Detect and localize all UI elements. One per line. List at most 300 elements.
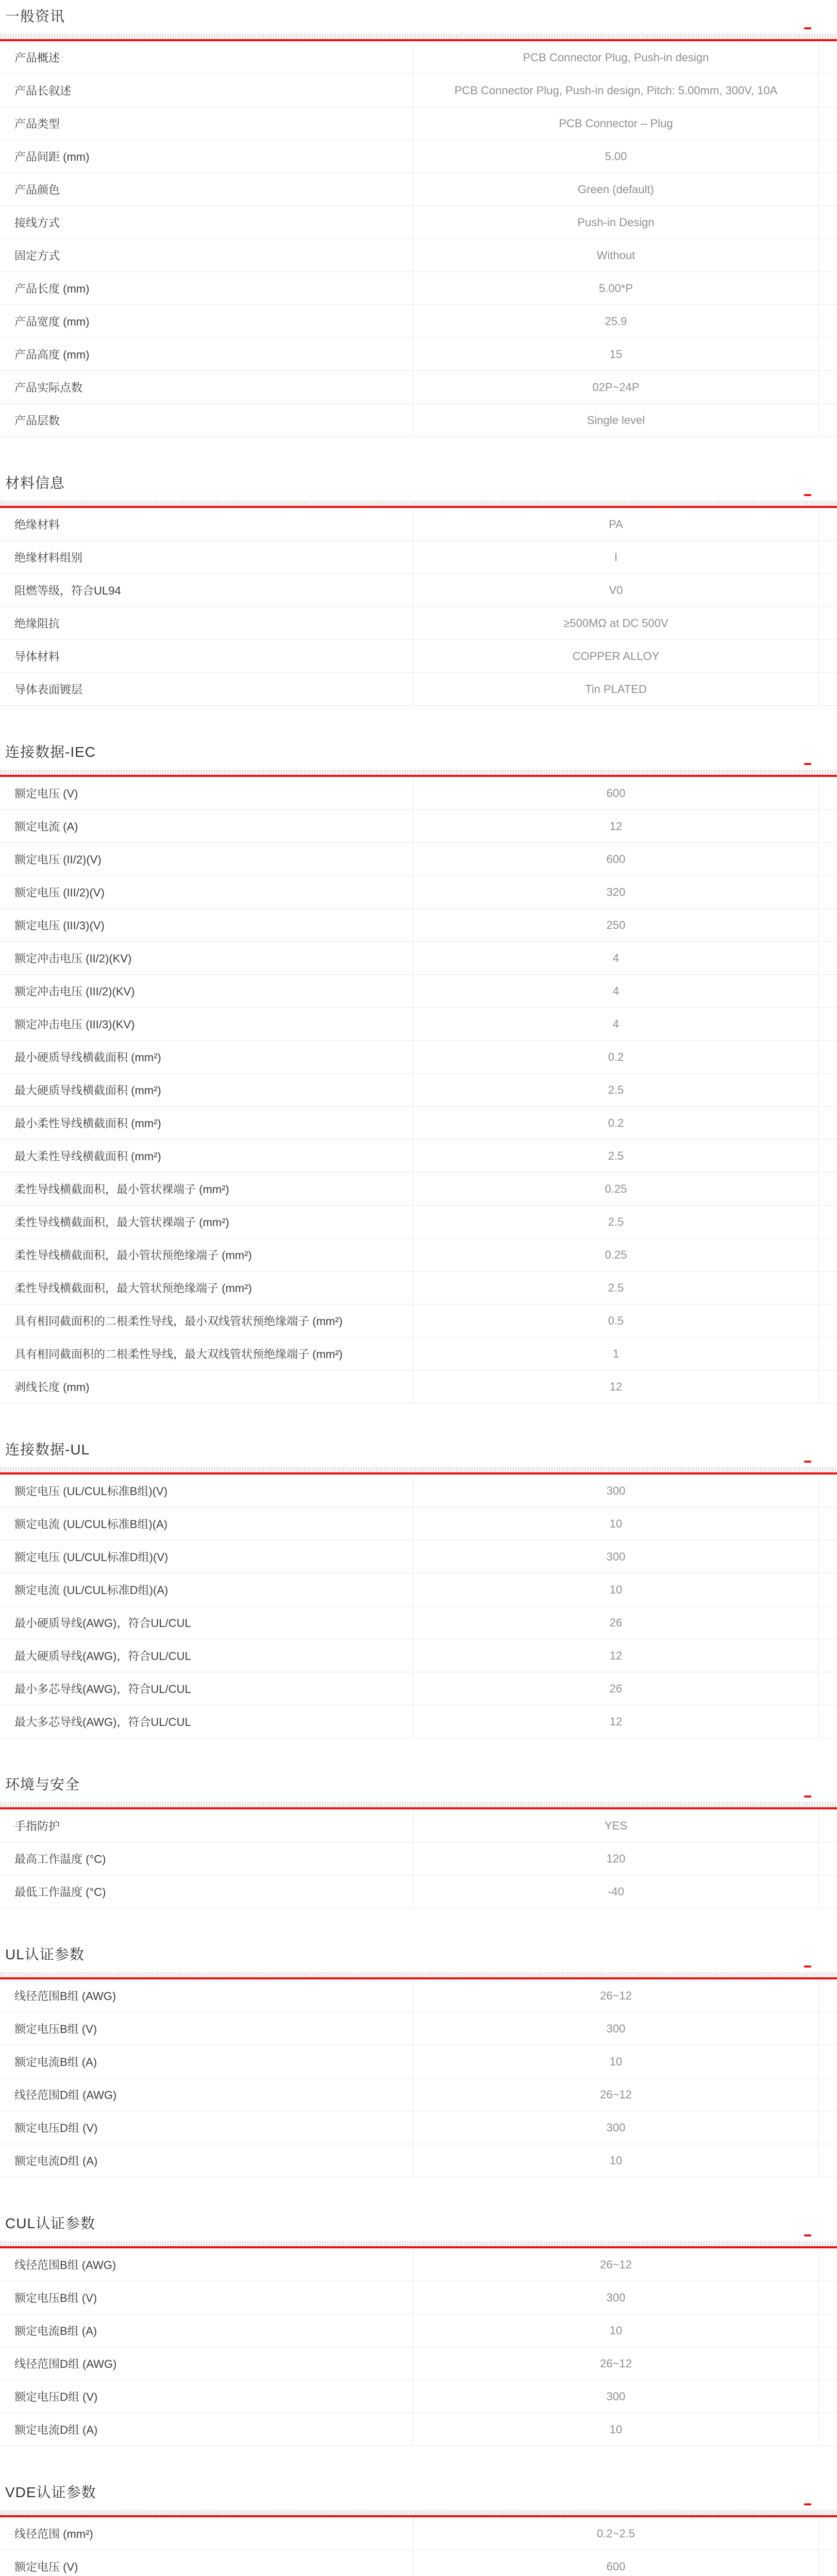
row-label: 线径范围D组 (AWG) xyxy=(0,2347,413,2380)
row-value: 12 xyxy=(413,1705,819,1738)
hatch-divider xyxy=(0,34,837,39)
row-label: 线径范围B组 (AWG) xyxy=(0,2248,413,2281)
row-value: 25.9 xyxy=(413,305,819,338)
row-label: 最大多芯导线(AWG)，符合UL/CUL xyxy=(0,1705,413,1738)
row-label: 产品长度 (mm) xyxy=(0,272,413,305)
row-label: 柔性导线横截面积，最小管状预绝缘端子 (mm²) xyxy=(0,1239,413,1272)
row-spacer xyxy=(819,2550,837,2576)
row-spacer xyxy=(819,1272,837,1304)
hatch-divider xyxy=(0,770,837,775)
row-value: 10 xyxy=(413,1507,819,1540)
row-value: 0.2 xyxy=(413,1107,819,1140)
row-spacer xyxy=(819,1979,837,2012)
hatch-divider xyxy=(0,2510,837,2515)
row-spacer xyxy=(819,41,837,74)
table-row xyxy=(0,2045,837,2078)
table-row xyxy=(0,942,837,975)
row-value: 12 xyxy=(413,1639,819,1672)
section-header xyxy=(0,1437,837,1467)
collapse-button[interactable] xyxy=(802,760,813,768)
table-row xyxy=(0,173,837,206)
row-spacer xyxy=(819,1809,837,1842)
row-spacer xyxy=(819,2314,837,2347)
table-row xyxy=(0,1206,837,1239)
row-value: PCB Connector Plug, Push-in design xyxy=(413,41,819,74)
table-row xyxy=(0,1140,837,1173)
row-label: 额定电压 (V) xyxy=(0,777,413,810)
spec-table xyxy=(0,41,837,437)
row-value: 5.00*P xyxy=(413,272,819,305)
section-header xyxy=(0,1942,837,1972)
minus-icon xyxy=(804,2234,811,2236)
table-row xyxy=(0,41,837,74)
row-value: PCB Connector – Plug xyxy=(413,107,819,140)
table-row xyxy=(0,206,837,239)
spec-table xyxy=(0,508,837,706)
row-spacer xyxy=(819,777,837,810)
row-spacer xyxy=(819,1074,837,1107)
row-spacer xyxy=(819,107,837,140)
table-row xyxy=(0,1107,837,1140)
collapse-button[interactable] xyxy=(802,2232,813,2239)
spec-section xyxy=(0,2480,837,2576)
row-label: 额定电流 (A) xyxy=(0,810,413,843)
minus-icon xyxy=(804,2503,811,2505)
row-spacer xyxy=(819,1540,837,1573)
row-label: 额定电流 (UL/CUL标准B组)(A) xyxy=(0,1507,413,1540)
table-row xyxy=(0,305,837,338)
row-value: 300 xyxy=(413,2380,819,2413)
spec-section xyxy=(0,1942,837,2177)
row-spacer xyxy=(819,607,837,640)
row-spacer xyxy=(819,1842,837,1875)
row-label: 额定电压B组 (V) xyxy=(0,2281,413,2314)
row-value: 320 xyxy=(413,876,819,909)
spec-section xyxy=(0,471,837,706)
row-label: 导体材料 xyxy=(0,640,413,673)
table-row xyxy=(0,1705,837,1738)
row-value: 300 xyxy=(413,2012,819,2045)
row-label: 最大硬质导线(AWG)，符合UL/CUL xyxy=(0,1639,413,1672)
section-title: 材料信息 xyxy=(5,472,65,493)
table-row xyxy=(0,2078,837,2111)
hatch-divider xyxy=(0,1802,837,1807)
row-spacer xyxy=(819,1370,837,1403)
row-spacer xyxy=(819,2347,837,2380)
table-row xyxy=(0,876,837,909)
row-spacer xyxy=(819,1639,837,1672)
row-spacer xyxy=(819,1206,837,1239)
row-label: 固定方式 xyxy=(0,239,413,272)
collapse-button[interactable] xyxy=(802,2501,813,2508)
section-header xyxy=(0,471,837,501)
row-label: 最高工作温度 (°C) xyxy=(0,1842,413,1875)
row-label: 产品概述 xyxy=(0,41,413,74)
row-spacer xyxy=(819,1672,837,1705)
row-value: 26~12 xyxy=(413,2248,819,2281)
row-value: 26~12 xyxy=(413,2347,819,2380)
row-label: 具有相同截面积的二根柔性导线，最大双线管状预绝缘端子 (mm²) xyxy=(0,1337,413,1370)
row-label: 剥线长度 (mm) xyxy=(0,1370,413,1403)
row-spacer xyxy=(819,239,837,272)
table-row xyxy=(0,2347,837,2380)
row-value: 0.25 xyxy=(413,1173,819,1206)
collapse-button[interactable] xyxy=(802,1963,813,1970)
table-row xyxy=(0,1239,837,1272)
row-spacer xyxy=(819,1041,837,1074)
section-title: UL认证参数 xyxy=(5,1943,85,1964)
table-row xyxy=(0,673,837,706)
row-spacer xyxy=(819,2380,837,2413)
row-value: 300 xyxy=(413,2111,819,2144)
spec-section xyxy=(0,740,837,1403)
row-spacer xyxy=(819,2281,837,2314)
row-label: 产品颜色 xyxy=(0,173,413,206)
row-label: 绝缘阻抗 xyxy=(0,607,413,640)
table-row xyxy=(0,1507,837,1540)
row-label: 线径范围 (mm²) xyxy=(0,2517,413,2550)
row-value: 0.2~2.5 xyxy=(413,2517,819,2550)
spec-section xyxy=(0,2211,837,2446)
row-spacer xyxy=(819,541,837,574)
row-label: 额定电流B组 (A) xyxy=(0,2045,413,2078)
row-label: 柔性导线横截面积，最小管状裸端子 (mm²) xyxy=(0,1173,413,1206)
table-row xyxy=(0,1272,837,1304)
table-row xyxy=(0,371,837,404)
row-label: 额定电压B组 (V) xyxy=(0,2012,413,2045)
row-spacer xyxy=(819,1875,837,1908)
collapse-button[interactable] xyxy=(802,492,813,499)
row-value: PCB Connector Plug, Push-in design, Pitch: 5.00mm, 300V, 10A xyxy=(413,74,819,107)
row-spacer xyxy=(819,843,837,876)
table-row xyxy=(0,2248,837,2281)
row-spacer xyxy=(819,2413,837,2446)
table-row xyxy=(0,541,837,574)
section-title: 连接数据-IEC xyxy=(5,741,96,761)
table-row xyxy=(0,2012,837,2045)
section-title: 一般资讯 xyxy=(5,5,65,26)
table-row xyxy=(0,607,837,640)
row-value: 2.5 xyxy=(413,1272,819,1304)
table-row xyxy=(0,909,837,942)
section-header xyxy=(0,4,837,34)
row-label: 额定电流B组 (A) xyxy=(0,2314,413,2347)
row-spacer xyxy=(819,2517,837,2550)
row-value: V0 xyxy=(413,574,819,607)
row-value: 5.00 xyxy=(413,140,819,173)
table-row xyxy=(0,1370,837,1403)
row-spacer xyxy=(819,2078,837,2111)
minus-icon xyxy=(804,27,811,29)
table-row xyxy=(0,338,837,371)
row-label: 产品宽度 (mm) xyxy=(0,305,413,338)
collapse-button[interactable] xyxy=(802,25,813,32)
spec-section xyxy=(0,1437,837,1738)
row-value: 250 xyxy=(413,909,819,942)
row-spacer xyxy=(819,876,837,909)
table-row xyxy=(0,1304,837,1337)
row-label: 导体表面镀层 xyxy=(0,673,413,706)
row-label: 额定冲击电压 (III/3)(KV) xyxy=(0,1008,413,1041)
row-value: 600 xyxy=(413,843,819,876)
row-value: 2.5 xyxy=(413,1074,819,1107)
spec-section xyxy=(0,4,837,437)
row-label: 额定冲击电压 (II/2)(KV) xyxy=(0,942,413,975)
row-label: 手指防护 xyxy=(0,1809,413,1842)
row-spacer xyxy=(819,2045,837,2078)
section-title: 环境与安全 xyxy=(5,1773,80,1794)
row-value: 300 xyxy=(413,1540,819,1573)
row-value: 0.5 xyxy=(413,1304,819,1337)
table-row xyxy=(0,107,837,140)
table-row xyxy=(0,1606,837,1639)
row-spacer xyxy=(819,1140,837,1173)
row-value: 15 xyxy=(413,338,819,371)
table-row xyxy=(0,1041,837,1074)
row-label: 额定电压 (V) xyxy=(0,2550,413,2576)
table-row xyxy=(0,810,837,843)
row-value: 10 xyxy=(413,2314,819,2347)
spec-section xyxy=(0,1772,837,1908)
row-value: 10 xyxy=(413,1573,819,1606)
row-label: 产品间距 (mm) xyxy=(0,140,413,173)
row-spacer xyxy=(819,338,837,371)
table-row xyxy=(0,2144,837,2177)
minus-icon xyxy=(804,763,811,765)
row-spacer xyxy=(819,1705,837,1738)
table-row xyxy=(0,1639,837,1672)
row-value: 120 xyxy=(413,1842,819,1875)
row-spacer xyxy=(819,1507,837,1540)
table-row xyxy=(0,2413,837,2446)
section-header xyxy=(0,2480,837,2510)
spec-table xyxy=(0,1475,837,1738)
row-label: 最大柔性导线横截面积 (mm²) xyxy=(0,1140,413,1173)
row-value: PA xyxy=(413,508,819,541)
row-label: 最低工作温度 (°C) xyxy=(0,1875,413,1908)
row-value: 2.5 xyxy=(413,1206,819,1239)
table-row xyxy=(0,1979,837,2012)
row-value: 4 xyxy=(413,942,819,975)
row-value: ≥500MΩ at DC 500V xyxy=(413,607,819,640)
row-value: 26~12 xyxy=(413,2078,819,2111)
row-label: 产品长叙述 xyxy=(0,74,413,107)
row-label: 产品层数 xyxy=(0,404,413,437)
table-row xyxy=(0,140,837,173)
row-value: 1 xyxy=(413,1337,819,1370)
row-spacer xyxy=(819,1008,837,1041)
table-row xyxy=(0,2111,837,2144)
row-value: 02P~24P xyxy=(413,371,819,404)
row-value: 2.5 xyxy=(413,1140,819,1173)
row-spacer xyxy=(819,1107,837,1140)
row-value: COPPER ALLOY xyxy=(413,640,819,673)
row-spacer xyxy=(819,1173,837,1206)
row-value: Push-in Design xyxy=(413,206,819,239)
row-value: 26 xyxy=(413,1672,819,1705)
row-label: 绝缘材料组别 xyxy=(0,541,413,574)
row-label: 额定电压D组 (V) xyxy=(0,2111,413,2144)
table-row xyxy=(0,1875,837,1908)
table-row xyxy=(0,2550,837,2576)
row-spacer xyxy=(819,1304,837,1337)
row-spacer xyxy=(819,272,837,305)
row-value: 10 xyxy=(413,2144,819,2177)
table-row xyxy=(0,1475,837,1507)
table-row xyxy=(0,2380,837,2413)
row-value: 0.2 xyxy=(413,1041,819,1074)
row-label: 最小多芯导线(AWG)，符合UL/CUL xyxy=(0,1672,413,1705)
row-label: 阻燃等级，符合UL94 xyxy=(0,574,413,607)
table-row xyxy=(0,508,837,541)
table-row xyxy=(0,574,837,607)
table-row xyxy=(0,272,837,305)
row-spacer xyxy=(819,810,837,843)
row-spacer xyxy=(819,305,837,338)
table-row xyxy=(0,1672,837,1705)
table-row xyxy=(0,1573,837,1606)
minus-icon xyxy=(804,1965,811,1968)
row-label: 产品高度 (mm) xyxy=(0,338,413,371)
table-row xyxy=(0,1008,837,1041)
section-title: VDE认证参数 xyxy=(5,2481,96,2502)
row-label: 柔性导线横截面积，最大管状预绝缘端子 (mm²) xyxy=(0,1272,413,1304)
row-label: 线径范围B组 (AWG) xyxy=(0,1979,413,2012)
table-row xyxy=(0,1337,837,1370)
row-value: 0.25 xyxy=(413,1239,819,1272)
row-label: 最大硬质导线横截面积 (mm²) xyxy=(0,1074,413,1107)
row-value: 4 xyxy=(413,975,819,1008)
row-label: 额定电压 (II/2)(V) xyxy=(0,843,413,876)
row-label: 绝缘材料 xyxy=(0,508,413,541)
row-value: YES xyxy=(413,1809,819,1842)
row-label: 额定电压 (UL/CUL标准B组)(V) xyxy=(0,1475,413,1507)
row-value: 300 xyxy=(413,1475,819,1507)
table-row xyxy=(0,2281,837,2314)
spec-table xyxy=(0,1809,837,1908)
table-row xyxy=(0,1809,837,1842)
hatch-divider xyxy=(0,2241,837,2246)
row-spacer xyxy=(819,206,837,239)
row-label: 接线方式 xyxy=(0,206,413,239)
row-spacer xyxy=(819,2144,837,2177)
row-value: 4 xyxy=(413,1008,819,1041)
row-value: 600 xyxy=(413,777,819,810)
row-label: 柔性导线横截面积，最大管状裸端子 (mm²) xyxy=(0,1206,413,1239)
row-value: 600 xyxy=(413,2550,819,2576)
section-header xyxy=(0,1772,837,1802)
row-label: 产品类型 xyxy=(0,107,413,140)
row-label: 额定电流D组 (A) xyxy=(0,2413,413,2446)
row-value: Green (default) xyxy=(413,173,819,206)
row-value: 26~12 xyxy=(413,1979,819,2012)
row-spacer xyxy=(819,371,837,404)
row-label: 额定电压 (UL/CUL标准D组)(V) xyxy=(0,1540,413,1573)
row-spacer xyxy=(819,909,837,942)
row-label: 额定电流D组 (A) xyxy=(0,2144,413,2177)
row-value: 10 xyxy=(413,2045,819,2078)
row-spacer xyxy=(819,2111,837,2144)
row-label: 额定电压 (III/3)(V) xyxy=(0,909,413,942)
row-spacer xyxy=(819,404,837,437)
row-label: 最小硬质导线横截面积 (mm²) xyxy=(0,1041,413,1074)
spec-table xyxy=(0,777,837,1403)
spec-table xyxy=(0,1979,837,2177)
row-value: 12 xyxy=(413,810,819,843)
row-label: 额定冲击电压 (III/2)(KV) xyxy=(0,975,413,1008)
row-spacer xyxy=(819,2012,837,2045)
row-value: I xyxy=(413,541,819,574)
table-row xyxy=(0,239,837,272)
row-value: -40 xyxy=(413,1875,819,1908)
table-row xyxy=(0,843,837,876)
row-label: 最小柔性导线横截面积 (mm²) xyxy=(0,1107,413,1140)
row-label: 额定电流 (UL/CUL标准D组)(A) xyxy=(0,1573,413,1606)
row-spacer xyxy=(819,574,837,607)
minus-icon xyxy=(804,1795,811,1798)
row-label: 额定电压 (III/2)(V) xyxy=(0,876,413,909)
hatch-divider xyxy=(0,501,837,506)
hatch-divider xyxy=(0,1972,837,1977)
row-value: 300 xyxy=(413,2281,819,2314)
row-label: 具有相同截面积的二根柔性导线，最小双线管状预绝缘端子 (mm²) xyxy=(0,1304,413,1337)
section-title: 连接数据-UL xyxy=(5,1438,90,1459)
table-row xyxy=(0,2314,837,2347)
row-spacer xyxy=(819,173,837,206)
table-row xyxy=(0,404,837,437)
row-label: 最小硬质导线(AWG)，符合UL/CUL xyxy=(0,1606,413,1639)
row-label: 产品实际点数 xyxy=(0,371,413,404)
table-row xyxy=(0,975,837,1008)
row-label: 线径范围D组 (AWG) xyxy=(0,2078,413,2111)
row-value: Without xyxy=(413,239,819,272)
table-row xyxy=(0,1842,837,1875)
row-spacer xyxy=(819,673,837,706)
row-spacer xyxy=(819,1606,837,1639)
table-row xyxy=(0,2517,837,2550)
row-value: 26 xyxy=(413,1606,819,1639)
table-row xyxy=(0,640,837,673)
row-spacer xyxy=(819,74,837,107)
row-spacer xyxy=(819,1573,837,1606)
row-spacer xyxy=(819,1337,837,1370)
collapse-button[interactable] xyxy=(802,1458,813,1465)
row-value: 10 xyxy=(413,2413,819,2446)
hatch-divider xyxy=(0,1467,837,1472)
section-header xyxy=(0,2211,837,2241)
collapse-button[interactable] xyxy=(802,1793,813,1800)
table-row xyxy=(0,1173,837,1206)
table-row xyxy=(0,777,837,810)
table-row xyxy=(0,1540,837,1573)
row-spacer xyxy=(819,2248,837,2281)
row-spacer xyxy=(819,640,837,673)
row-spacer xyxy=(819,975,837,1008)
section-header xyxy=(0,740,837,770)
section-title: CUL认证参数 xyxy=(5,2212,95,2233)
spec-table xyxy=(0,2248,837,2446)
row-label: 额定电压D组 (V) xyxy=(0,2380,413,2413)
row-value: Tin PLATED xyxy=(413,673,819,706)
table-row xyxy=(0,74,837,107)
row-spacer xyxy=(819,942,837,975)
minus-icon xyxy=(804,1461,811,1463)
row-spacer xyxy=(819,1475,837,1507)
minus-icon xyxy=(804,494,811,496)
table-row xyxy=(0,1074,837,1107)
row-spacer xyxy=(819,140,837,173)
row-spacer xyxy=(819,508,837,541)
